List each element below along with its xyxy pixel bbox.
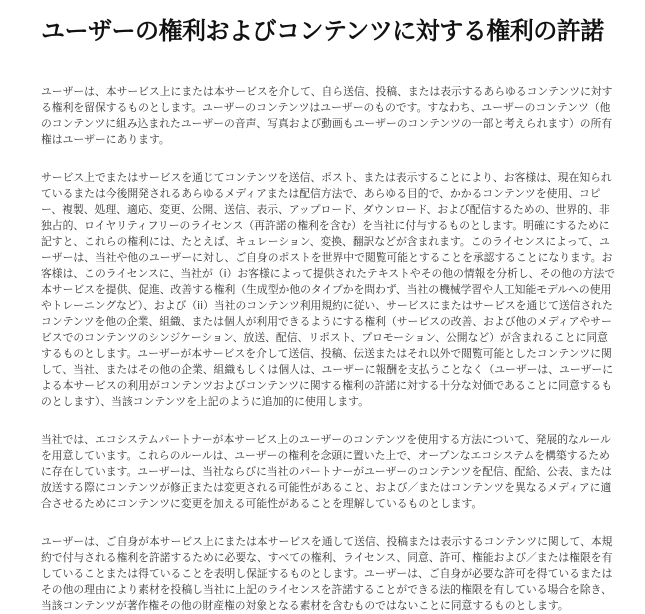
article-body [41,84,617,614]
page-title: ユーザーの権利およびコンテンツに対する権利の許諾 [41,17,604,45]
paragraph-license-grant: サービス上でまたはサービスを通じてコンテンツを送信、ポスト、または表示することにより、お客様は、現在知られているまたは今後開発されるあらゆるメディアまたは配信方法で、あらゆる目的で、かかるコンテンツを使用、コピー、複製、処理、適応、変更、公開、送信、表示、アップロード、ダウンロード、および配信するための、世界的、非独占的、ロイヤリティフリーのライセンス（再許諾の権利を含む）を当社に付与するものとします。明確にするために記すと、これらの権利には、たとえば、キュレーション、変換、翻訳などが含まれます。このライセンスによって、ユーザーは、当社や他のユーザーに対し、ご自身のポストを世界中で閲覧可能とすることを承認することになります。お客様は、このライセンスに、当社が（i）お客様によって提供されたテキストやその他の情報を分析し、その他の方法で本サービスを提供、促進、改善する権利（生成型か他のタイプかを問わず、当社の機械学習や人工知能モデルへの使用やトレーニングなど）、および（ii）当社のコンテンツ利用規約に従い、サービスにまたはサービスを通じて送信されたコンテンツを他の企業、組織、または個人が利用できるようにする権利（サービスの改善、および他のメディアやサービスでのコンテンツのシンジケーション、放送、配信、リポスト、プロモーション、公開など）が含まれることに同意するものとします。ユーザーが本サービスを介して送信、投稿、伝送またはそれ以外で閲覧可能としたコンテンツに関して、当社、またはその他の企業、組織もしくは個人は、ユーザーに報酬を支払うことなく（ユーザーは、ユーザーによる本サービスの利用がコンテンツおよびコンテンツに関する権利の許諾に対する十分な対価であることに同意するものとします）、当該コンテンツを上記のように追加的に使用します。 [41,171,616,408]
paragraph-ecosystem-rules: 当社では、エコシステムパートナーが本サービス上のユーザーのコンテンツを使用する方法について、発展的なルールを用意しています。これらのルールは、ユーザーの権利を念頭に置いた上で、オープンなエコシステムを構築するために存在しています。ユーザーは、当社ならびに当社のパートナーがユーザーのコンテンツを配信、配給、公表、または放送する際にコンテンツが修正または変更される可能性があること、および／またはコンテンツを異なるメディアに適合させるためにコンテンツに変更を加える可能性があることを理解しているものとします。 [41,433,612,510]
paragraph-content-ownership: ユーザーは、本サービス上にまたは本サービスを介して、自ら送信、投稿、または表示するあらゆるコンテンツに対する権利を留保するものとします。ユーザーのコンテンツはユーザーのものです。すなわち、ユーザーのコンテンツ（他のコンテンツに組み込まれたユーザーの音声、写真および動画もユーザーのコンテンツの一部と考えられます）の所有権はユーザーにあります。 [41,85,613,146]
paragraph-representations-warranties: ユーザーは、ご自身が本サービス上にまたは本サービスを通して送信、投稿または表示するコンテンツに関して、本規約で付与される権利を許諾するために必要な、すべての権利、ライセンス、同意、許可、権能および／または権限を有していることまたは得ていることを表明し保証するものとします。ユーザーは、ご自身が必要な許可を得ているまたはその他の理由により素材を投稿し当社に上記のライセンスを許諾することができる法的権限を有している場合を除き、当該コンテンツが著作権その他の財産権の対象となる素材を含むものではないことに同意するものとします。 [41,535,613,612]
